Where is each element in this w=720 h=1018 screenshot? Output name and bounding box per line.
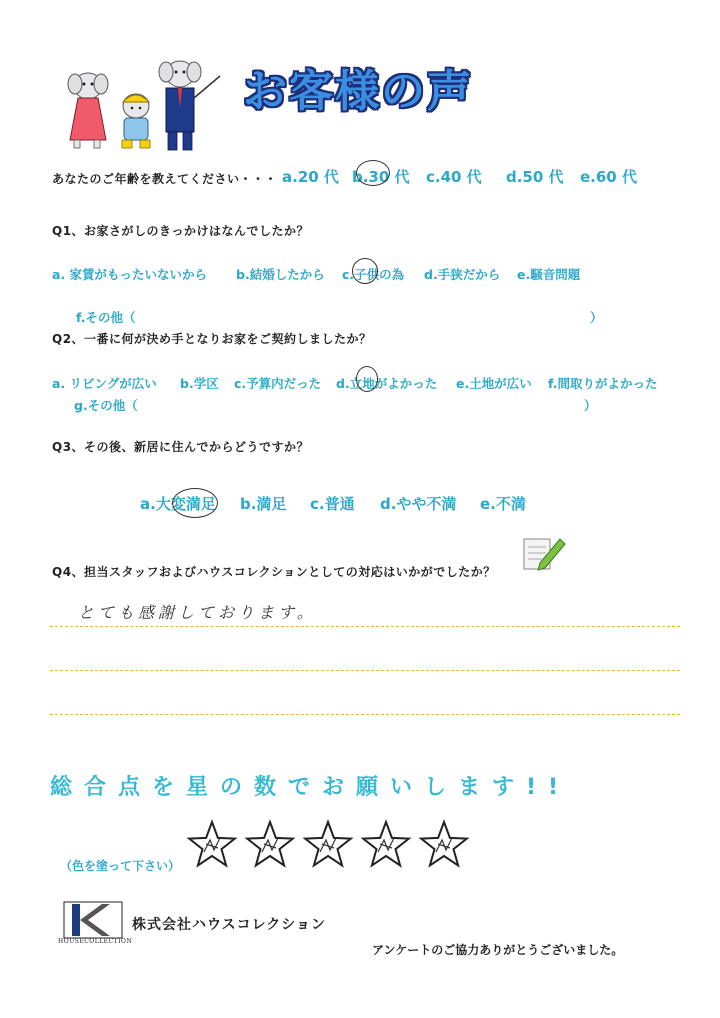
- answer-line: [50, 670, 680, 671]
- selection-circle: [352, 258, 378, 284]
- q1-option-d[interactable]: d.手狭だから: [424, 267, 501, 282]
- q1-option-e[interactable]: e.騒音問題: [517, 267, 581, 282]
- age-option-c[interactable]: c.40 代: [426, 168, 482, 186]
- q4-question: Q4、担当スタッフおよびハウスコレクションとしての対応はいかがでしたか？: [52, 565, 496, 579]
- star-rating[interactable]: [184, 818, 474, 874]
- q2-option-b[interactable]: b.学区: [180, 376, 219, 391]
- star-fill-scribble: [436, 838, 452, 852]
- page-title: お客様の声: [243, 66, 473, 117]
- star-fill-scribble: [378, 838, 394, 852]
- q2-other-close: ）: [584, 398, 597, 413]
- q1-other-label: f.その他（: [76, 310, 136, 325]
- thanks-message: アンケートのご協力ありがとうございました。: [372, 943, 624, 957]
- logo-caption: HOUSECOLLECTION: [58, 938, 133, 945]
- q3-question: Q3、その後、新居に住んでからどうですか？: [52, 440, 310, 454]
- company-name: 株式会社ハウスコレクション: [132, 917, 327, 933]
- q2-other-label: g.その他（: [74, 398, 138, 413]
- selection-circle: [356, 366, 378, 392]
- notepad-pencil-icon: [520, 533, 566, 577]
- q1-option-a[interactable]: a. 家賃がもったいないから: [52, 267, 208, 282]
- star-fill-scribble: [204, 838, 220, 852]
- answer-line: [50, 714, 680, 715]
- q1-option-b[interactable]: b.結婚したから: [236, 267, 325, 282]
- q3-option-e[interactable]: e.不満: [480, 495, 526, 513]
- age-option-b[interactable]: b.30 代: [352, 168, 410, 186]
- star-fill-scribble: [262, 838, 278, 852]
- star-fill-scribble: [320, 838, 336, 852]
- answer-line: [50, 626, 680, 627]
- q1-option-c[interactable]: c.子供の為: [342, 267, 405, 282]
- q2-option-c[interactable]: c.予算内だった: [234, 376, 322, 391]
- q4-handwritten-answer: とても感謝しております。: [78, 603, 317, 622]
- elephant-family-mascot-icon: [60, 58, 230, 158]
- age-question: あなたのご年齢を教えてください・・・: [52, 172, 278, 186]
- q1-question: Q1、お家さがしのきっかけはなんでしたか？: [52, 224, 310, 238]
- q2-option-a[interactable]: a. リビングが広い: [52, 376, 157, 391]
- selection-circle: [172, 488, 218, 518]
- q2-question: Q2、一番に何が決め手となりお家をご契約しましたか？: [52, 332, 372, 346]
- q3-option-a[interactable]: a.大変満足: [140, 495, 216, 513]
- rating-hint: （色を塗って下さい）: [60, 859, 181, 873]
- q1-other-close: ）: [590, 310, 603, 325]
- age-option-e[interactable]: e.60 代: [580, 168, 637, 186]
- q3-option-b[interactable]: b.満足: [240, 495, 287, 513]
- rating-banner: 総合点を星の数でお願いします!!: [50, 775, 571, 800]
- company-logo: [58, 900, 133, 950]
- age-option-a[interactable]: a.20 代: [282, 168, 339, 186]
- q2-option-f[interactable]: f.間取りがよかった: [548, 376, 658, 391]
- q2-option-d[interactable]: d.立地がよかった: [336, 376, 438, 391]
- q2-option-e[interactable]: e.土地が広い: [456, 376, 532, 391]
- selection-circle: [356, 160, 390, 186]
- star-rating-svg[interactable]: [184, 818, 474, 874]
- age-option-d[interactable]: d.50 代: [506, 168, 564, 186]
- q3-option-d[interactable]: d.やや不満: [380, 495, 457, 513]
- q3-option-c[interactable]: c.普通: [310, 495, 355, 513]
- mascot-illustration: [60, 58, 230, 158]
